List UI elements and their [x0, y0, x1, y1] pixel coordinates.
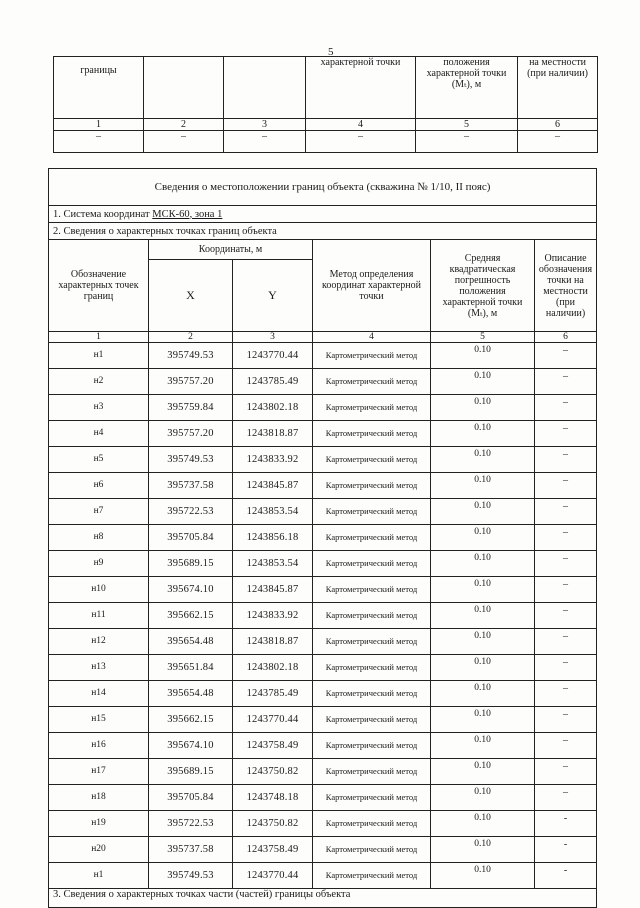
description-cell: -	[535, 863, 597, 889]
y-coordinate: 1243856.18	[233, 525, 313, 551]
coordinate-system-value: МСК-60, зона 1	[152, 208, 223, 220]
method-cell: Картометрический метод	[313, 733, 431, 759]
x-coordinate: 395722.53	[149, 499, 233, 525]
x-coordinate: 395737.58	[149, 837, 233, 863]
table-cell: –	[224, 131, 306, 153]
error-cell: 0.10	[431, 837, 535, 863]
col-number: 3	[224, 119, 306, 131]
col-number: 4	[313, 332, 431, 343]
y-coordinate: 1243845.87	[233, 577, 313, 603]
table-cell: –	[54, 131, 144, 153]
table-row	[49, 681, 597, 707]
y-coordinate: 1243750.82	[233, 811, 313, 837]
error-cell: 0.10	[431, 447, 535, 473]
header-point-name: Обозначение характерных точек границ	[49, 240, 149, 332]
header-description: Описание обозначения точки на местности (при наличии)	[535, 240, 597, 332]
error-cell: 0.10	[431, 811, 535, 837]
header-coordinates: Координаты, м	[149, 240, 313, 260]
method-cell: Картометрический метод	[313, 499, 431, 525]
x-coordinate: 395674.10	[149, 733, 233, 759]
description-cell: –	[535, 681, 597, 707]
y-coordinate: 1243758.49	[233, 733, 313, 759]
point-name: н13	[49, 655, 149, 681]
error-cell: 0.10	[431, 395, 535, 421]
method-cell: Картометрический метод	[313, 525, 431, 551]
method-cell: Картометрический метод	[313, 707, 431, 733]
x-coordinate: 395651.84	[149, 655, 233, 681]
description-cell: –	[535, 785, 597, 811]
point-name: н9	[49, 551, 149, 577]
description-cell: –	[535, 473, 597, 499]
y-coordinate: 1243845.87	[233, 473, 313, 499]
point-name: н17	[49, 759, 149, 785]
error-cell: 0.10	[431, 369, 535, 395]
table-cell: –	[416, 131, 518, 153]
header-error: Средняя квадратическая погрешность положения характерной точки (Mₜ), м	[431, 240, 535, 332]
col-number: 2	[149, 332, 233, 343]
description-cell: –	[535, 421, 597, 447]
x-coordinate: 395749.53	[149, 343, 233, 369]
table-row	[49, 811, 597, 837]
coordinate-system-label: 1. Система координат	[53, 208, 153, 220]
table-row	[49, 421, 597, 447]
description-cell: –	[535, 525, 597, 551]
method-cell: Картометрический метод	[313, 551, 431, 577]
method-cell: Картометрический метод	[313, 343, 431, 369]
error-cell: 0.10	[431, 681, 535, 707]
x-coordinate: 395749.53	[149, 447, 233, 473]
point-name: н20	[49, 837, 149, 863]
x-coordinate: 395689.15	[149, 551, 233, 577]
table-row	[49, 707, 597, 733]
table-row	[49, 473, 597, 499]
method-cell: Картометрический метод	[313, 369, 431, 395]
method-cell: Картометрический метод	[313, 837, 431, 863]
point-name: н8	[49, 525, 149, 551]
section2-heading: 2. Сведения о характерных точках границ объекта	[49, 223, 597, 240]
table-row	[49, 551, 597, 577]
y-coordinate: 1243785.49	[233, 369, 313, 395]
header-method: Метод определения координат характерной точки	[313, 240, 431, 332]
method-cell: Картометрический метод	[313, 473, 431, 499]
x-coordinate: 395654.48	[149, 681, 233, 707]
description-cell: –	[535, 629, 597, 655]
description-cell: -	[535, 837, 597, 863]
point-name: н14	[49, 681, 149, 707]
x-coordinate: 395662.15	[149, 707, 233, 733]
table-row	[49, 655, 597, 681]
method-cell: Картометрический метод	[313, 421, 431, 447]
table-row	[49, 603, 597, 629]
error-cell: 0.10	[431, 655, 535, 681]
x-coordinate: 395749.53	[149, 863, 233, 889]
description-cell: –	[535, 343, 597, 369]
method-cell: Картометрический метод	[313, 811, 431, 837]
coordinate-system-row	[49, 206, 597, 223]
col-number: 6	[535, 332, 597, 343]
point-name: н15	[49, 707, 149, 733]
error-cell: 0.10	[431, 785, 535, 811]
error-cell: 0.10	[431, 707, 535, 733]
table-row	[49, 759, 597, 785]
x-coordinate: 395674.10	[149, 577, 233, 603]
y-coordinate: 1243748.18	[233, 785, 313, 811]
table-cell: –	[306, 131, 416, 153]
col-number: 1	[49, 332, 149, 343]
table-row	[49, 785, 597, 811]
error-cell: 0.10	[431, 733, 535, 759]
point-name: н4	[49, 421, 149, 447]
error-cell: 0.10	[431, 343, 535, 369]
table-row	[49, 837, 597, 863]
y-coordinate: 1243818.87	[233, 629, 313, 655]
col-number: 1	[54, 119, 144, 131]
header-char-point: характерной точки	[306, 57, 416, 119]
boundary-coordinates-table	[48, 168, 597, 908]
header-on-terrain: на местности (при наличии)	[518, 57, 598, 119]
error-cell: 0.10	[431, 473, 535, 499]
method-cell: Картометрический метод	[313, 863, 431, 889]
table-cell: –	[144, 131, 224, 153]
point-name: н1	[49, 863, 149, 889]
point-name: н12	[49, 629, 149, 655]
table-row	[49, 343, 597, 369]
table-row	[49, 395, 597, 421]
point-name: н2	[49, 369, 149, 395]
previous-table-fragment	[53, 56, 598, 153]
y-coordinate: 1243770.44	[233, 707, 313, 733]
page-number: 5	[328, 46, 334, 58]
table-row	[49, 447, 597, 473]
col-number: 5	[431, 332, 535, 343]
point-name: н6	[49, 473, 149, 499]
header-empty-2	[224, 57, 306, 119]
error-cell: 0.10	[431, 577, 535, 603]
point-name: н18	[49, 785, 149, 811]
y-coordinate: 1243833.92	[233, 603, 313, 629]
y-coordinate: 1243750.82	[233, 759, 313, 785]
header-position-error: положения характерной точки (Mₜ), м	[416, 57, 518, 119]
method-cell: Картометрический метод	[313, 785, 431, 811]
x-coordinate: 395759.84	[149, 395, 233, 421]
description-cell: –	[535, 551, 597, 577]
section3-heading: 3. Сведения о характерных точках части (частей) границы объекта	[49, 889, 597, 908]
error-cell: 0.10	[431, 551, 535, 577]
method-cell: Картометрический метод	[313, 395, 431, 421]
x-coordinate: 395737.58	[149, 473, 233, 499]
header-boundaries: границы	[54, 57, 144, 119]
x-coordinate: 395705.84	[149, 785, 233, 811]
y-coordinate: 1243770.44	[233, 863, 313, 889]
y-coordinate: 1243802.18	[233, 395, 313, 421]
y-coordinate: 1243758.49	[233, 837, 313, 863]
description-cell: –	[535, 655, 597, 681]
point-name: н19	[49, 811, 149, 837]
description-cell: -	[535, 811, 597, 837]
description-cell: –	[535, 759, 597, 785]
data-rows	[49, 343, 597, 889]
x-coordinate: 395722.53	[149, 811, 233, 837]
point-name: н3	[49, 395, 149, 421]
description-cell: –	[535, 603, 597, 629]
table-row	[49, 499, 597, 525]
error-cell: 0.10	[431, 499, 535, 525]
x-coordinate: 395757.20	[149, 369, 233, 395]
error-cell: 0.10	[431, 525, 535, 551]
table-row	[49, 863, 597, 889]
header-x: X	[149, 260, 233, 332]
method-cell: Картометрический метод	[313, 629, 431, 655]
x-coordinate: 395689.15	[149, 759, 233, 785]
error-cell: 0.10	[431, 759, 535, 785]
x-coordinate: 395705.84	[149, 525, 233, 551]
y-coordinate: 1243833.92	[233, 447, 313, 473]
table-row	[49, 733, 597, 759]
x-coordinate: 395662.15	[149, 603, 233, 629]
col-number: 6	[518, 119, 598, 131]
description-cell: –	[535, 733, 597, 759]
method-cell: Картометрический метод	[313, 577, 431, 603]
description-cell: –	[535, 395, 597, 421]
method-cell: Картометрический метод	[313, 681, 431, 707]
method-cell: Картометрический метод	[313, 447, 431, 473]
error-cell: 0.10	[431, 629, 535, 655]
x-coordinate: 395757.20	[149, 421, 233, 447]
y-coordinate: 1243818.87	[233, 421, 313, 447]
y-coordinate: 1243770.44	[233, 343, 313, 369]
table-row	[49, 577, 597, 603]
description-cell: –	[535, 447, 597, 473]
description-cell: –	[535, 369, 597, 395]
table-title: Сведения о местоположении границ объекта (скважина № 1/10, II пояс)	[49, 169, 597, 206]
point-name: н7	[49, 499, 149, 525]
header-empty-1	[144, 57, 224, 119]
x-coordinate: 395654.48	[149, 629, 233, 655]
point-name: н11	[49, 603, 149, 629]
point-name: н5	[49, 447, 149, 473]
y-coordinate: 1243853.54	[233, 551, 313, 577]
method-cell: Картометрический метод	[313, 759, 431, 785]
method-cell: Картометрический метод	[313, 655, 431, 681]
y-coordinate: 1243785.49	[233, 681, 313, 707]
table-cell: –	[518, 131, 598, 153]
error-cell: 0.10	[431, 421, 535, 447]
description-cell: –	[535, 577, 597, 603]
point-name: н16	[49, 733, 149, 759]
col-number: 2	[144, 119, 224, 131]
col-number: 4	[306, 119, 416, 131]
method-cell: Картометрический метод	[313, 603, 431, 629]
header-y: Y	[233, 260, 313, 332]
description-cell: –	[535, 707, 597, 733]
error-cell: 0.10	[431, 603, 535, 629]
y-coordinate: 1243853.54	[233, 499, 313, 525]
table-row	[49, 629, 597, 655]
table-row	[49, 369, 597, 395]
point-name: н1	[49, 343, 149, 369]
y-coordinate: 1243802.18	[233, 655, 313, 681]
col-number: 5	[416, 119, 518, 131]
error-cell: 0.10	[431, 863, 535, 889]
col-number: 3	[233, 332, 313, 343]
table-row	[49, 525, 597, 551]
point-name: н10	[49, 577, 149, 603]
description-cell: –	[535, 499, 597, 525]
